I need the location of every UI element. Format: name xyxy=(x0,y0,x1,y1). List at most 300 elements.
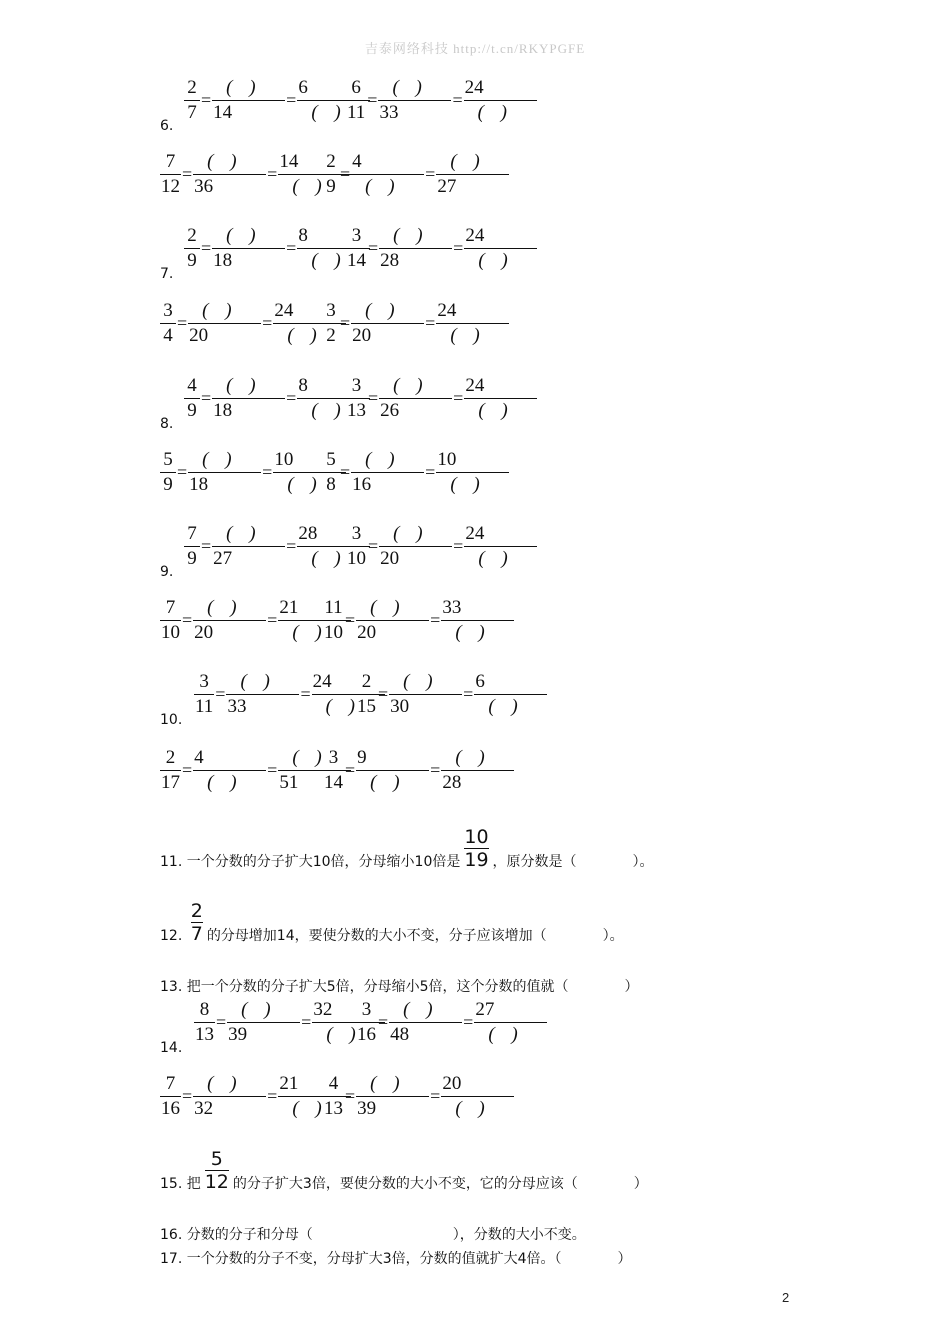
numerator: ( ) xyxy=(278,746,351,771)
fraction xyxy=(160,150,181,199)
equals-sign: = xyxy=(430,610,441,630)
equals-sign: = xyxy=(340,462,351,482)
watermark: 吉泰网络科技 http://t.cn/RKYPGFE xyxy=(364,41,586,56)
numerator: ( ) xyxy=(212,522,285,547)
numerator: ( ) xyxy=(356,1072,429,1097)
denominator: 7 xyxy=(187,102,197,123)
equals-sign: = xyxy=(453,238,464,258)
denominator: 33 xyxy=(227,696,247,717)
numerator: 8 xyxy=(297,224,370,249)
denominator: ( ) xyxy=(292,622,328,643)
equals-sign: = xyxy=(300,684,311,704)
fraction xyxy=(193,746,266,795)
fraction xyxy=(212,224,285,273)
question-text: 把 xyxy=(186,1176,201,1192)
fraction-equation xyxy=(346,522,537,571)
fraction-equation xyxy=(323,150,509,199)
denominator: 13 xyxy=(195,1024,214,1045)
fraction xyxy=(184,76,200,125)
question-text: 的分母增加14，要使分数的大小不变，分子应该增加（ ）。 xyxy=(206,928,624,944)
denominator: 39 xyxy=(228,1024,248,1045)
fraction xyxy=(346,374,367,423)
numerator: ( ) xyxy=(227,998,300,1023)
fraction xyxy=(227,998,300,1047)
fraction-equation xyxy=(323,596,514,645)
fraction xyxy=(191,900,203,945)
denominator: ( ) xyxy=(478,548,514,569)
fraction xyxy=(441,596,514,645)
numerator: 21 xyxy=(278,1072,351,1097)
denominator: ( ) xyxy=(292,176,328,197)
fraction xyxy=(323,1072,344,1121)
fraction xyxy=(464,374,537,423)
fraction xyxy=(160,746,181,795)
denominator: 17 xyxy=(161,772,180,793)
numerator: ( ) xyxy=(212,374,285,399)
equals-sign: = xyxy=(425,313,436,333)
equals-sign: = xyxy=(182,760,193,780)
numerator: 10 xyxy=(464,826,489,848)
denominator: ( ) xyxy=(311,102,347,123)
denominator: 27 xyxy=(213,548,233,569)
equals-sign: = xyxy=(182,1086,193,1106)
equals-sign: = xyxy=(286,388,297,408)
numerator: 4 xyxy=(323,1072,344,1097)
equals-sign: = xyxy=(182,164,193,184)
denominator: ( ) xyxy=(326,1024,362,1045)
fraction-equation xyxy=(346,374,537,423)
fraction xyxy=(436,448,509,497)
equation-row xyxy=(0,372,950,442)
denominator: 33 xyxy=(379,102,399,123)
fraction xyxy=(346,224,367,273)
denominator: ( ) xyxy=(455,1098,491,1119)
fraction xyxy=(323,746,344,795)
denominator: 16 xyxy=(161,1098,180,1119)
denominator: 12 xyxy=(204,1171,229,1193)
fraction xyxy=(212,76,285,125)
equals-sign: = xyxy=(453,388,464,408)
numerator: 3 xyxy=(160,299,176,324)
denominator: 20 xyxy=(357,622,377,643)
equals-sign: = xyxy=(378,1012,389,1032)
equation-row xyxy=(0,996,950,1066)
fraction xyxy=(188,448,261,497)
equals-sign: = xyxy=(201,238,212,258)
denominator: 18 xyxy=(213,250,233,271)
denominator: 14 xyxy=(324,772,343,793)
equals-sign: = xyxy=(425,462,436,482)
numerator: ( ) xyxy=(379,374,452,399)
fraction xyxy=(389,670,462,719)
fraction xyxy=(346,76,366,125)
numerator: 3 xyxy=(346,374,367,399)
equals-sign: = xyxy=(463,684,474,704)
numerator: 24 xyxy=(464,374,537,399)
problem-number: 14. xyxy=(160,1040,183,1056)
denominator: 36 xyxy=(194,176,214,197)
numerator: 4 xyxy=(351,150,424,175)
numerator: 6 xyxy=(297,76,370,101)
fraction xyxy=(356,596,429,645)
equals-sign: = xyxy=(286,536,297,556)
denominator: 20 xyxy=(352,325,372,346)
denominator: ( ) xyxy=(311,548,347,569)
numerator: ( ) xyxy=(441,746,514,771)
denominator: ( ) xyxy=(477,102,514,123)
numerator: 3 xyxy=(346,522,367,547)
denominator: 9 xyxy=(187,250,197,271)
denominator: 18 xyxy=(213,400,233,421)
numerator: ( ) xyxy=(193,596,266,621)
numerator: 2 xyxy=(160,746,181,771)
equals-sign: = xyxy=(452,90,463,110)
equals-sign: = xyxy=(368,388,379,408)
problem-number: 10. xyxy=(160,712,183,728)
denominator: 2 xyxy=(326,325,336,346)
numerator: 2 xyxy=(190,900,203,922)
fraction-equation xyxy=(323,1072,514,1121)
numerator: 9 xyxy=(356,746,429,771)
numerator: ( ) xyxy=(193,1072,266,1097)
equation-row xyxy=(0,1070,950,1140)
equals-sign: = xyxy=(177,313,188,333)
denominator: ( ) xyxy=(478,400,514,421)
fraction xyxy=(323,596,344,645)
numerator: 11 xyxy=(323,596,344,621)
numerator: ( ) xyxy=(356,596,429,621)
numerator: ( ) xyxy=(436,150,509,175)
fraction xyxy=(379,224,452,273)
question-text: 把一个分数的分子扩大5倍，分母缩小5倍，这个分数的值就（ ） xyxy=(186,979,639,995)
numerator: 8 xyxy=(194,998,215,1023)
fraction xyxy=(464,76,537,125)
fraction xyxy=(160,1072,181,1121)
denominator: 10 xyxy=(347,548,366,569)
denominator: ( ) xyxy=(287,325,323,346)
numerator: 32 xyxy=(312,998,385,1023)
fraction xyxy=(474,670,547,719)
numerator: ( ) xyxy=(389,998,462,1023)
denominator: 16 xyxy=(352,474,372,495)
numerator: 7 xyxy=(160,150,181,175)
equation-row xyxy=(0,74,950,144)
denominator: 14 xyxy=(213,102,233,123)
problem-number: 6. xyxy=(160,118,174,134)
numerator: 27 xyxy=(474,998,547,1023)
fraction-equation xyxy=(184,224,370,273)
equals-sign: = xyxy=(340,164,351,184)
fraction xyxy=(378,76,451,125)
numerator: 6 xyxy=(474,670,547,695)
equation-row xyxy=(0,520,950,590)
fraction xyxy=(436,299,509,348)
fraction-equation xyxy=(160,448,346,497)
fraction xyxy=(346,522,367,571)
fraction xyxy=(356,746,429,795)
numerator: 10 xyxy=(436,448,509,473)
equals-sign: = xyxy=(215,684,226,704)
denominator: 20 xyxy=(189,325,209,346)
equals-sign: = xyxy=(345,1086,356,1106)
denominator: ( ) xyxy=(365,176,401,197)
equals-sign: = xyxy=(177,462,188,482)
numerator: 2 xyxy=(323,150,339,175)
numerator: ( ) xyxy=(212,76,285,101)
fraction xyxy=(193,1072,266,1121)
equals-sign: = xyxy=(345,610,356,630)
numerator: 5 xyxy=(160,448,176,473)
numerator: 2 xyxy=(356,670,377,695)
equals-sign: = xyxy=(267,164,278,184)
question-text: ，原分数是（ ）。 xyxy=(492,854,654,870)
question-17 xyxy=(160,1248,632,1268)
fraction xyxy=(356,670,377,719)
equals-sign: = xyxy=(201,536,212,556)
numerator: 24 xyxy=(464,522,537,547)
denominator: 18 xyxy=(189,474,209,495)
numerator: 21 xyxy=(278,596,351,621)
numerator: ( ) xyxy=(351,448,424,473)
numerator: 10 xyxy=(273,448,346,473)
fraction xyxy=(323,150,339,199)
numerator: 24 xyxy=(464,224,537,249)
denominator: 13 xyxy=(347,400,366,421)
equals-sign: = xyxy=(378,684,389,704)
question-15 xyxy=(160,1148,648,1193)
fraction xyxy=(474,998,547,1047)
numerator: ( ) xyxy=(378,76,451,101)
numerator: 20 xyxy=(441,1072,514,1097)
denominator: 15 xyxy=(357,696,376,717)
denominator: ( ) xyxy=(292,1098,328,1119)
equals-sign: = xyxy=(286,90,297,110)
denominator: 11 xyxy=(195,696,214,717)
fraction xyxy=(389,998,462,1047)
denominator: ( ) xyxy=(287,474,323,495)
problem-number: 9. xyxy=(160,564,174,580)
fraction xyxy=(351,150,424,199)
fraction-equation xyxy=(160,299,346,348)
numerator: ( ) xyxy=(188,299,261,324)
denominator: 10 xyxy=(324,622,343,643)
fraction xyxy=(441,746,514,795)
fraction xyxy=(464,826,488,871)
denominator: 7 xyxy=(190,923,203,945)
fraction xyxy=(184,522,200,571)
equals-sign: = xyxy=(425,164,436,184)
fraction xyxy=(212,374,285,423)
numerator: 3 xyxy=(356,998,377,1023)
fraction-equation xyxy=(184,522,370,571)
equals-sign: = xyxy=(216,1012,227,1032)
equation-row xyxy=(0,594,950,664)
numerator: 33 xyxy=(441,596,514,621)
question-number: 13. xyxy=(160,979,183,995)
fraction xyxy=(464,224,537,273)
numerator: 24 xyxy=(436,299,509,324)
page-number: 2 xyxy=(782,1290,790,1305)
numerator: 4 xyxy=(184,374,200,399)
fraction xyxy=(323,448,339,497)
fraction-equation xyxy=(323,299,509,348)
fraction xyxy=(205,1148,229,1193)
denominator: ( ) xyxy=(455,622,491,643)
numerator: 2 xyxy=(184,76,200,101)
fraction-equation xyxy=(356,998,547,1047)
fraction xyxy=(379,522,452,571)
fraction xyxy=(212,522,285,571)
fraction xyxy=(356,1072,429,1121)
equals-sign: = xyxy=(367,90,378,110)
denominator: 26 xyxy=(380,400,400,421)
numerator: 24 xyxy=(273,299,346,324)
denominator: ( ) xyxy=(450,474,486,495)
fraction xyxy=(436,150,509,199)
question-text: 一个分数的分子不变，分母扩大3倍，分数的值就扩大4倍。（ ） xyxy=(186,1251,632,1267)
numerator: ( ) xyxy=(379,522,452,547)
denominator: 9 xyxy=(187,548,197,569)
question-text: 的分子扩大3倍，要使分数的大小不变，它的分母应该（ ） xyxy=(232,1176,648,1192)
fraction xyxy=(226,670,299,719)
denominator: 27 xyxy=(437,176,457,197)
question-number: 16. xyxy=(160,1227,183,1243)
denominator: 11 xyxy=(347,102,366,123)
fraction xyxy=(323,299,339,348)
equals-sign: = xyxy=(201,388,212,408)
question-number: 12. xyxy=(160,928,183,944)
equals-sign: = xyxy=(262,313,273,333)
fraction-equation xyxy=(346,224,537,273)
equals-sign: = xyxy=(463,1012,474,1032)
equals-sign: = xyxy=(430,1086,441,1106)
equals-sign: = xyxy=(368,238,379,258)
question-number: 17. xyxy=(160,1251,183,1267)
fraction xyxy=(441,1072,514,1121)
denominator: 12 xyxy=(161,176,180,197)
denominator: ( ) xyxy=(478,250,514,271)
denominator: 8 xyxy=(326,474,336,495)
denominator: ( ) xyxy=(488,1024,524,1045)
numerator: 3 xyxy=(346,224,367,249)
numerator: ( ) xyxy=(193,150,266,175)
numerator: ( ) xyxy=(226,670,299,695)
fraction-equation xyxy=(184,374,370,423)
fraction xyxy=(193,150,266,199)
numerator: 8 xyxy=(297,374,370,399)
denominator: ( ) xyxy=(325,696,362,717)
numerator: ( ) xyxy=(389,670,462,695)
denominator: 13 xyxy=(324,1098,343,1119)
fraction xyxy=(194,670,214,719)
fraction xyxy=(160,448,176,497)
denominator: ( ) xyxy=(488,696,524,717)
denominator: ( ) xyxy=(370,772,406,793)
numerator: ( ) xyxy=(351,299,424,324)
equals-sign: = xyxy=(267,610,278,630)
problem-number: 8. xyxy=(160,416,174,432)
denominator: 14 xyxy=(347,250,366,271)
numerator: 24 xyxy=(464,76,537,101)
equals-sign: = xyxy=(262,462,273,482)
numerator: 3 xyxy=(194,670,214,695)
equation-row xyxy=(0,446,950,516)
equation-row xyxy=(0,297,950,367)
denominator: 9 xyxy=(163,474,173,495)
fraction-equation xyxy=(346,76,537,125)
denominator: 20 xyxy=(194,622,214,643)
fraction xyxy=(184,224,200,273)
denominator: 28 xyxy=(380,250,400,271)
numerator: 4 xyxy=(193,746,266,771)
question-number: 15. xyxy=(160,1176,183,1192)
numerator: 3 xyxy=(323,746,344,771)
question-16 xyxy=(160,1224,586,1244)
fraction xyxy=(160,596,181,645)
denominator: 20 xyxy=(380,548,400,569)
numerator: ( ) xyxy=(188,448,261,473)
equals-sign: = xyxy=(368,536,379,556)
fraction xyxy=(184,374,200,423)
fraction-equation xyxy=(323,448,509,497)
denominator: 9 xyxy=(326,176,336,197)
numerator: 3 xyxy=(323,299,339,324)
numerator: 7 xyxy=(184,522,200,547)
question-number: 11. xyxy=(160,854,183,870)
denominator: 4 xyxy=(163,325,173,346)
numerator: 5 xyxy=(205,1148,229,1171)
fraction xyxy=(351,299,424,348)
question-12 xyxy=(160,900,624,945)
numerator: 2 xyxy=(184,224,200,249)
denominator: 9 xyxy=(187,400,197,421)
equation-row xyxy=(0,222,950,292)
denominator: 16 xyxy=(357,1024,376,1045)
numerator: 28 xyxy=(297,522,370,547)
fraction xyxy=(356,998,377,1047)
equals-sign: = xyxy=(345,760,356,780)
numerator: 24 xyxy=(312,670,385,695)
question-text: 分数的分子和分母（ ），分数的大小不变。 xyxy=(186,1227,586,1243)
equals-sign: = xyxy=(453,536,464,556)
numerator: 14 xyxy=(278,150,351,175)
equals-sign: = xyxy=(267,1086,278,1106)
fraction xyxy=(194,998,215,1047)
equals-sign: = xyxy=(201,90,212,110)
equals-sign: = xyxy=(340,313,351,333)
equals-sign: = xyxy=(430,760,441,780)
numerator: ( ) xyxy=(212,224,285,249)
numerator: ( ) xyxy=(379,224,452,249)
equals-sign: = xyxy=(182,610,193,630)
numerator: 7 xyxy=(160,1072,181,1097)
fraction-equation xyxy=(323,746,514,795)
fraction-equation xyxy=(184,76,370,125)
denominator: ( ) xyxy=(450,325,486,346)
fraction xyxy=(379,374,452,423)
fraction xyxy=(193,596,266,645)
fraction xyxy=(351,448,424,497)
problem-number: 7. xyxy=(160,266,174,282)
denominator: 32 xyxy=(194,1098,214,1119)
equals-sign: = xyxy=(267,760,278,780)
denominator: ( ) xyxy=(311,250,347,271)
equation-row xyxy=(0,744,950,814)
denominator: 28 xyxy=(442,772,462,793)
denominator: 19 xyxy=(464,849,489,871)
equation-row xyxy=(0,668,950,738)
denominator: 30 xyxy=(390,696,410,717)
